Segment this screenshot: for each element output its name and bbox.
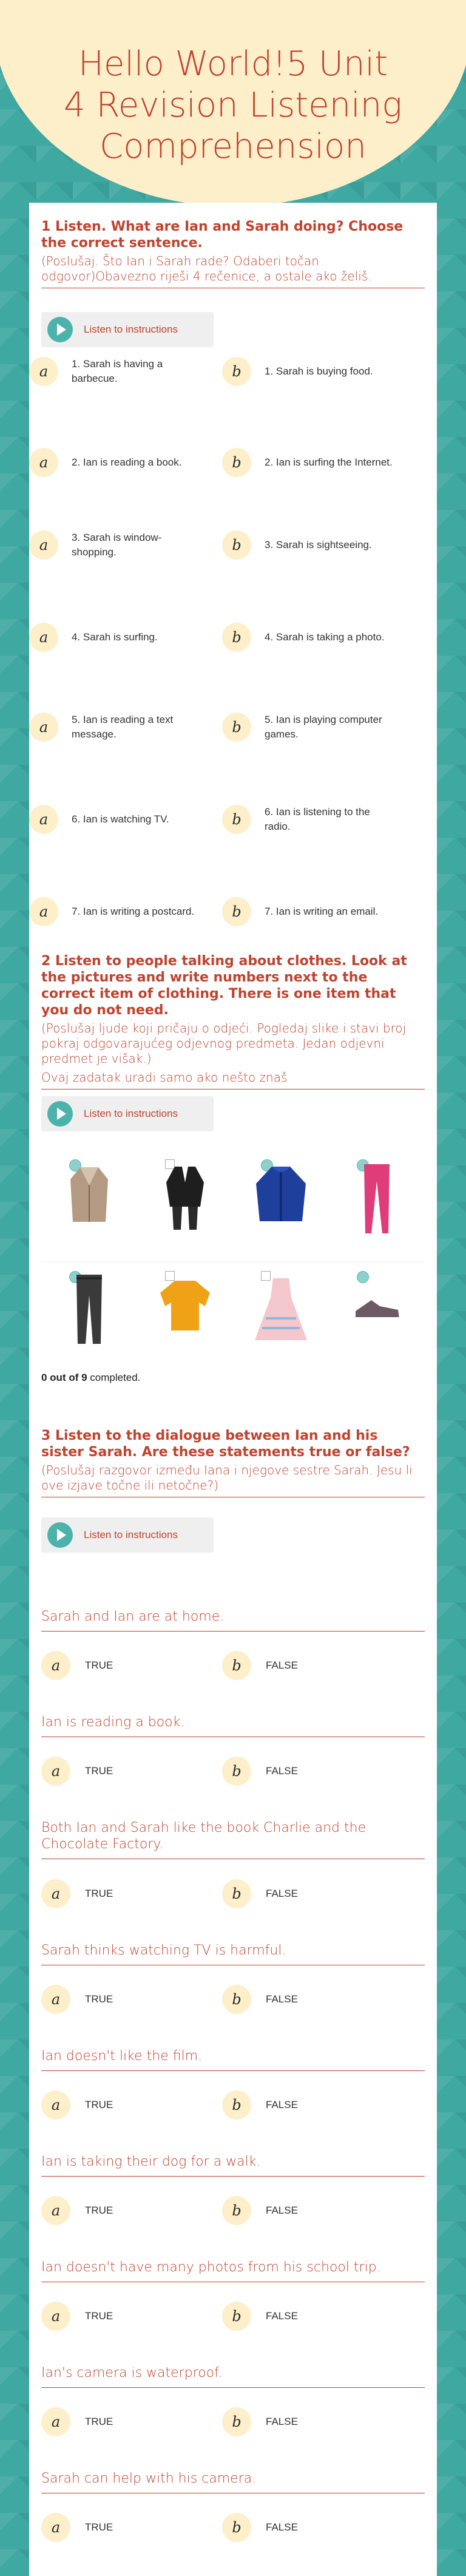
option-letter-b: b <box>222 357 251 386</box>
option-letter-a: a <box>41 2196 70 2225</box>
option-letter-a: a <box>29 623 58 652</box>
trousers-icon <box>74 1273 104 1346</box>
option-letter-b: b <box>222 713 251 742</box>
option-letter-b: b <box>222 530 251 560</box>
option-letter-b: b <box>222 897 251 926</box>
option-letter-b: b <box>222 2513 251 2542</box>
option-letter-a: a <box>29 448 58 477</box>
true-label: TRUE <box>85 2310 113 2322</box>
option-letter-a: a <box>41 2513 70 2542</box>
q1-option-b[interactable] <box>222 897 404 926</box>
option-text: 5. Ian is playing computer games. <box>265 714 382 740</box>
q1-option-a[interactable] <box>29 530 211 560</box>
play-icon <box>47 1522 73 1548</box>
false-option[interactable] <box>222 2513 298 2542</box>
option-letter-b: b <box>222 1651 251 1680</box>
q1-option-b[interactable] <box>222 805 404 834</box>
option-letter-b: b <box>222 2302 251 2331</box>
false-label: FALSE <box>266 1888 298 1899</box>
option-letter-a: a <box>41 1879 70 1908</box>
dress-icon <box>254 1276 308 1343</box>
play-icon <box>47 1101 73 1127</box>
false-option[interactable] <box>222 1651 298 1680</box>
option-text: 2. Ian is surfing the Internet. <box>265 456 393 468</box>
true-option[interactable] <box>41 2407 113 2436</box>
statement-text: Ian doesn't like the film. <box>41 2048 425 2071</box>
statement-text: Sarah thinks watching TV is harmful. <box>41 1942 425 1965</box>
coat-icon <box>254 1165 308 1226</box>
option-letter-a: a <box>41 1985 70 2014</box>
option-letter-a: a <box>41 2302 70 2331</box>
q1-option-a[interactable] <box>29 805 211 834</box>
leggings-icon <box>362 1163 392 1236</box>
false-option[interactable] <box>222 2407 298 2436</box>
option-letter-a: a <box>41 2407 70 2436</box>
q1-option-b[interactable] <box>222 448 404 477</box>
clothes-item-sweater[interactable] <box>137 1263 233 1373</box>
clothes-item-leggings[interactable] <box>329 1151 425 1261</box>
statement-text: Sarah can help with his camera. <box>41 2470 425 2493</box>
option-text: 4. Sarah is surfing. <box>72 631 158 643</box>
drop-target[interactable] <box>357 1271 369 1283</box>
clothes-item-dress[interactable] <box>233 1263 329 1373</box>
question-2-subtitle: (Poslušaj ljude koji pričaju o odjeći. Pogledaj slike i stavi broj pokraj odgovarajućeg odjevnog predmeta. Jedan odjevni predmet je višak.) <box>41 1021 407 1066</box>
option-letter-a: a <box>29 897 58 926</box>
option-letter-a: a <box>29 713 58 742</box>
option-letter-b: b <box>222 1757 251 1786</box>
q1-option-b[interactable] <box>222 530 404 560</box>
true-label: TRUE <box>85 1659 113 1671</box>
q3-listen-button[interactable] <box>41 1517 214 1553</box>
option-letter-a: a <box>29 805 58 834</box>
play-icon <box>47 317 73 342</box>
option-text: 2. Ian is reading a book. <box>72 456 182 468</box>
option-letter-a: a <box>29 357 58 386</box>
question-2-title: 2 Listen to people talking about clothes. Look at the pictures and write numbers next to the correct item of clothing. There is one item that you do not need. <box>41 954 407 1018</box>
option-text: 7. Ian is writing an email. <box>265 906 379 917</box>
true-option[interactable] <box>41 2513 113 2542</box>
clothes-item-coat[interactable] <box>233 1151 329 1261</box>
statement-text: Ian is taking their dog for a walk. <box>41 2154 425 2177</box>
option-letter-b: b <box>222 1985 251 2014</box>
jacket-icon <box>68 1164 110 1225</box>
statement-text: Sarah and Ian are at home. <box>41 1608 425 1632</box>
option-text: 1. Sarah is buying food. <box>265 365 373 377</box>
clothes-item-suit[interactable] <box>137 1151 233 1261</box>
clothes-item-trainers[interactable] <box>329 1263 425 1373</box>
question-1-header <box>41 219 425 288</box>
option-letter-b: b <box>222 2407 251 2436</box>
q1-option-b[interactable] <box>222 357 404 386</box>
completion-counter <box>41 1372 140 1384</box>
q1-option-b[interactable] <box>222 713 404 742</box>
title-line-3: Comprehension <box>100 127 366 166</box>
true-option[interactable] <box>41 1757 113 1786</box>
q1-option-a[interactable] <box>29 713 211 742</box>
true-label: TRUE <box>85 2205 113 2216</box>
worksheet-card <box>29 203 437 2576</box>
question-1-title: 1 Listen. What are Ian and Sarah doing? Choose the correct sentence. <box>41 219 404 251</box>
option-text: 3. Sarah is window-shopping. <box>72 532 162 558</box>
option-letter-a: a <box>41 1651 70 1680</box>
completion-suffix: completed. <box>87 1372 141 1383</box>
true-option[interactable] <box>41 2302 113 2331</box>
false-option[interactable] <box>222 1879 298 1908</box>
q1-listen-button[interactable] <box>41 312 214 347</box>
true-label: TRUE <box>85 2521 113 2533</box>
false-label: FALSE <box>266 1765 298 1777</box>
clothes-item-jacket[interactable] <box>41 1151 137 1261</box>
clothes-item-trousers[interactable] <box>41 1263 137 1373</box>
true-label: TRUE <box>85 2099 113 2110</box>
title-line-1: Hello World!5 Unit <box>78 44 388 84</box>
option-text: 7. Ian is writing a postcard. <box>72 906 195 917</box>
option-text: 6. Ian is listening to the radio. <box>265 806 370 832</box>
q2-listen-button[interactable] <box>41 1096 214 1131</box>
statement-text: Ian doesn't have many photos from his school trip. <box>41 2259 425 2282</box>
title-line-2: 4 Revision Listening <box>64 86 402 125</box>
question-2-note: Ovaj zadatak uradi samo ako nešto znaš <box>41 1070 425 1090</box>
q1-option-b[interactable] <box>222 623 404 652</box>
false-option[interactable] <box>222 1757 298 1786</box>
option-text: 1. Sarah is having a barbecue. <box>72 358 163 384</box>
listen-label: Listen to instructions <box>84 324 178 335</box>
false-label: FALSE <box>266 2416 298 2427</box>
question-1-subtitle: (Poslušaj. Što Ian i Sarah rade? Odaberi točan odgovor)Obavezno riješi 4 rečenice, a ostale ako želiš. <box>41 254 425 288</box>
true-option[interactable] <box>41 1985 113 2014</box>
question-3-subtitle: (Poslušaj razgovor između Iana i njegove sestre Sarah. Jesu li ove izjave točne ili netočne?) <box>41 1463 425 1497</box>
listen-label: Listen to instructions <box>84 1108 178 1119</box>
suit-icon <box>164 1164 206 1231</box>
true-option[interactable] <box>41 1879 113 1908</box>
false-label: FALSE <box>266 2521 298 2533</box>
statement-text: Ian is reading a book. <box>41 1714 425 1737</box>
true-option[interactable] <box>41 1651 113 1680</box>
clothes-grid <box>41 1151 425 1372</box>
true-label: TRUE <box>85 1888 113 1899</box>
option-letter-b: b <box>222 2196 251 2225</box>
option-text: 4. Sarah is taking a photo. <box>265 631 385 643</box>
option-letter-a: a <box>41 1757 70 1786</box>
option-letter-a: a <box>41 2090 70 2120</box>
statement-text: Ian's camera is waterproof. <box>41 2365 425 2388</box>
true-option[interactable] <box>41 2090 113 2120</box>
question-3-header <box>41 1428 425 1497</box>
false-label: FALSE <box>266 2205 298 2216</box>
false-option[interactable] <box>222 2090 298 2120</box>
listen-label: Listen to instructions <box>84 1529 178 1541</box>
statement-text: Both Ian and Sarah like the book Charlie and the Chocolate Factory. <box>41 1820 425 1859</box>
false-option[interactable] <box>222 1985 298 2014</box>
true-option[interactable] <box>41 2196 113 2225</box>
question-3-title: 3 Listen to the dialogue between Ian and his sister Sarah. Are these statements true or false? <box>41 1428 410 1460</box>
q1-option-a[interactable] <box>29 897 211 926</box>
option-letter-b: b <box>222 623 251 652</box>
q1-option-a[interactable] <box>29 623 211 652</box>
true-label: TRUE <box>85 2416 113 2427</box>
false-option[interactable] <box>222 2302 298 2331</box>
option-letter-b: b <box>222 2090 251 2120</box>
true-label: TRUE <box>85 1993 113 2005</box>
false-label: FALSE <box>266 1659 298 1671</box>
option-text: 3. Sarah is sightseeing. <box>265 539 372 551</box>
false-label: FALSE <box>266 1993 298 2005</box>
false-label: FALSE <box>266 2310 298 2322</box>
option-letter-b: b <box>222 805 251 834</box>
false-label: FALSE <box>266 2099 298 2110</box>
q1-option-a[interactable] <box>29 357 211 386</box>
option-letter-a: a <box>29 530 58 560</box>
option-letter-b: b <box>222 448 251 477</box>
option-text: 6. Ian is watching TV. <box>72 813 169 825</box>
false-option[interactable] <box>222 2196 298 2225</box>
trainers-icon <box>353 1293 402 1323</box>
option-letter-b: b <box>222 1879 251 1908</box>
option-text: 5. Ian is reading a text message. <box>72 714 174 740</box>
sweater-icon <box>159 1278 211 1333</box>
page-title <box>0 44 466 168</box>
completion-count: 0 out of 9 <box>41 1372 87 1383</box>
question-2-header <box>41 953 425 1090</box>
true-label: TRUE <box>85 1765 113 1777</box>
q1-option-a[interactable] <box>29 448 211 477</box>
